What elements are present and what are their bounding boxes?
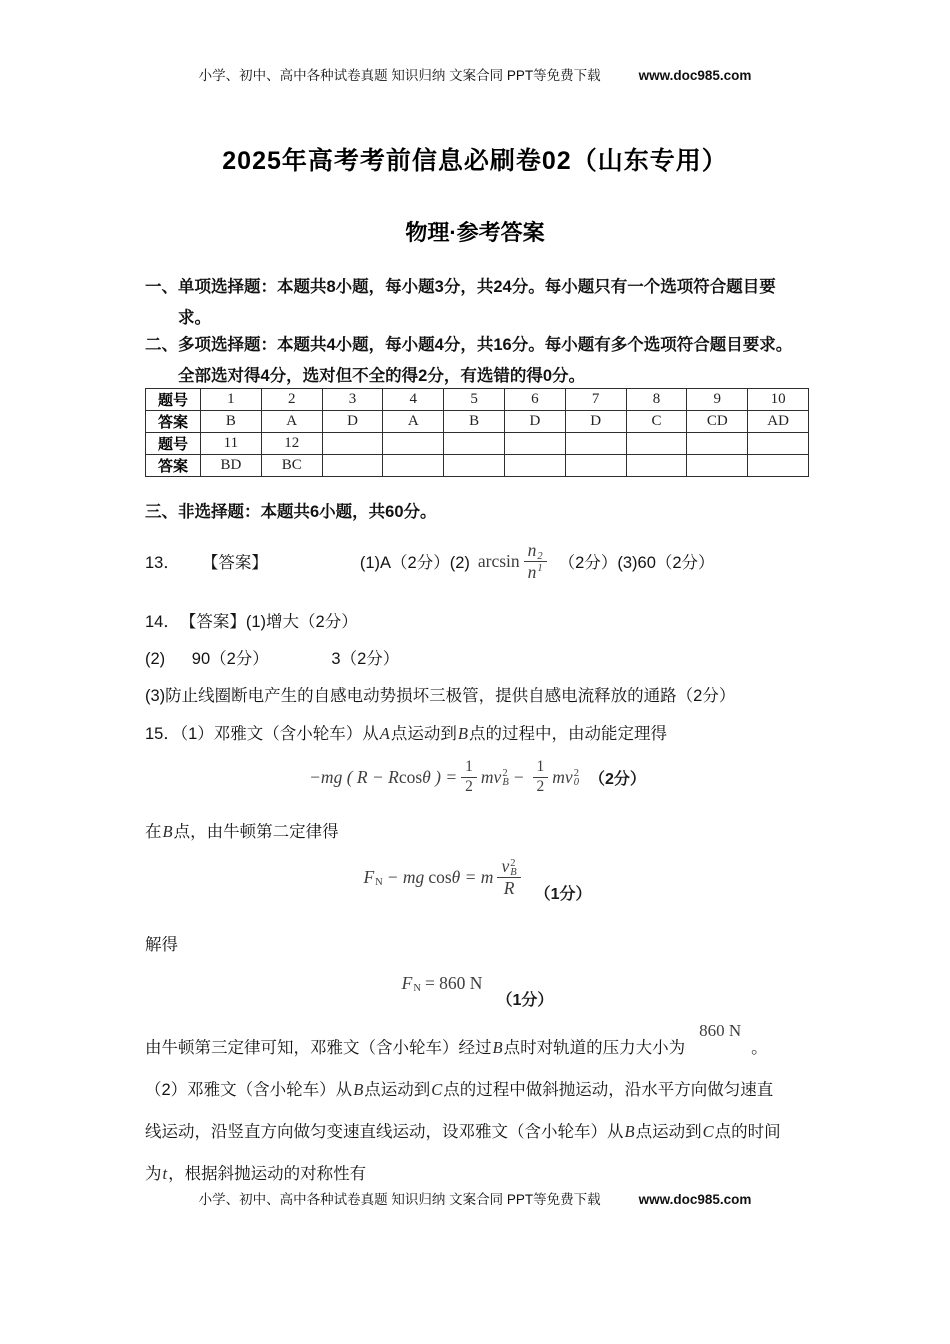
- answer-cell: [687, 433, 748, 455]
- arcsin-function: arcsin: [477, 550, 520, 571]
- answer-cell: [383, 455, 444, 477]
- q15-part1-text: [145, 722, 845, 746]
- q13-part2: （2分）(3)60（2分）: [558, 554, 715, 572]
- answer-cell: [444, 455, 505, 477]
- text-run: 点运动到: [390, 725, 457, 743]
- site-notice: 小学、初中、高中各种试卷真题 知识归纳 文案合同 PPT等免费下载: [198, 1192, 601, 1207]
- answer-cell: AD: [748, 411, 809, 433]
- answer-cell: D: [565, 411, 626, 433]
- answer-cell: 10: [748, 389, 809, 411]
- math-var: C: [702, 1122, 714, 1141]
- section-non-choice: 三、非选择题：本题共6小题，共60分。: [145, 503, 437, 521]
- score-badge: （1分）: [534, 885, 592, 903]
- text-run: 在: [145, 823, 162, 841]
- q15-newton3-conclusion: [145, 1021, 845, 1060]
- numerator-var: n: [527, 540, 537, 561]
- q14-part2-label: (2): [145, 650, 166, 668]
- site-header: [0, 64, 950, 84]
- section-single-choice: [145, 272, 835, 334]
- score-badge: （1分）: [496, 991, 554, 1009]
- answer-cell: 8: [626, 389, 687, 411]
- answer-cell: 9: [687, 389, 748, 411]
- answer-cell: 1: [201, 389, 262, 411]
- answer-cell: D: [322, 411, 383, 433]
- fraction-one-half: $\frac{1}{2}$: [533, 759, 549, 795]
- term-mv: mv: [552, 766, 573, 787]
- force-symbol: F: [363, 866, 375, 887]
- q15-work-energy-formula: [145, 748, 810, 806]
- answer-cell: BC: [261, 455, 322, 477]
- q15-newton2-formula: [145, 845, 810, 909]
- denominator-subscript: 1: [537, 562, 543, 574]
- section-multi-choice: [145, 330, 835, 392]
- site-url-link[interactable]: www.doc985.com: [638, 1192, 752, 1207]
- q14-part2-value1: 90（2分）: [191, 650, 269, 668]
- term: θ ) =: [422, 766, 458, 787]
- math-var: B: [624, 1122, 635, 1141]
- sup-sub-0: 2 0: [573, 768, 579, 788]
- answer-cell: A: [261, 411, 322, 433]
- radius-var: R: [503, 877, 515, 898]
- table-row: [146, 433, 809, 455]
- answer-cell: 7: [565, 389, 626, 411]
- force-symbol: F: [401, 972, 413, 993]
- answer-cell: [565, 433, 626, 455]
- fraction-n2-over-n1: [524, 541, 547, 581]
- fraction-vB2-over-R: [497, 857, 520, 897]
- answer-cell: B: [444, 411, 505, 433]
- term: − mg: [386, 866, 425, 887]
- section-two-line1: 二、多项选择题：本题共4小题，每小题4分，共16分。每小题有多个选项符合题目要求。: [145, 336, 793, 354]
- q14-line3: (3)防止线圈断电产生的自感电动势损坏三极管，提供自感电流释放的通路（2分）: [145, 687, 736, 705]
- q15-newton2-intro: [145, 820, 845, 844]
- sup-sub-B: 2 B: [502, 768, 509, 788]
- q14-part2-value2: 3（2分）: [331, 650, 400, 668]
- answer-cell: [565, 455, 626, 477]
- answer-cell: 4: [383, 389, 444, 411]
- text-run: 由牛顿第三定律可知，邓雅文（含小轮车）经过: [145, 1039, 492, 1057]
- math-var: t: [162, 1164, 168, 1183]
- subscript-N: N: [413, 983, 421, 994]
- row-label-cell: 题号: [146, 433, 201, 455]
- math-var: A: [379, 724, 390, 743]
- section-one-line1: 一、单项选择题：本题共8小题，每小题3分，共24分。每小题只有一个选项符合题目要: [145, 278, 776, 296]
- site-url-link[interactable]: www.doc985.com: [638, 68, 752, 83]
- answer-cell: [444, 433, 505, 455]
- answer-cell: [748, 433, 809, 455]
- answer-cell: 6: [504, 389, 565, 411]
- answer-cell: B: [201, 411, 262, 433]
- math-var: B: [457, 724, 468, 743]
- denominator-var: n: [527, 561, 537, 582]
- math-var: B: [492, 1038, 503, 1057]
- answer-cell: A: [383, 411, 444, 433]
- text-run: 。: [751, 1039, 768, 1057]
- q14-line2: [145, 647, 845, 671]
- q15-result-formula: [145, 960, 810, 1009]
- answer-cell: C: [626, 411, 687, 433]
- term: −mg ( R − R: [309, 766, 399, 787]
- answer-cell: [687, 455, 748, 477]
- text-run: 为: [145, 1165, 162, 1183]
- text-run: 点的过程中做斜抛运动，沿水平方向做匀速直: [443, 1081, 774, 1099]
- math-var: B: [353, 1080, 364, 1099]
- q13-answer-line: [145, 533, 845, 589]
- numerator-subscript: 2: [537, 550, 543, 562]
- text-run: 15．（1）邓雅文（含小轮车）从: [145, 725, 379, 743]
- answer-cell: 2: [261, 389, 322, 411]
- subscript-N: N: [375, 877, 383, 888]
- text-run: （2）邓雅文（含小轮车）从: [145, 1081, 353, 1099]
- math-var: B: [162, 822, 173, 841]
- text-run: 点的过程中，由动能定理得: [468, 725, 667, 743]
- row-label-cell: 答案: [146, 455, 201, 477]
- table-row: [146, 389, 809, 411]
- answer-cell: 11: [201, 433, 262, 455]
- answer-cell: [504, 433, 565, 455]
- answer-table: [145, 388, 809, 477]
- cos-function: cos: [398, 766, 423, 787]
- velocity-var: v: [501, 856, 510, 877]
- result-value: = 860 N: [424, 972, 483, 993]
- row-label-cell: 题号: [146, 389, 201, 411]
- answer-cell: [626, 455, 687, 477]
- q15-solve-text: 解得: [145, 936, 178, 954]
- section-one-line2: 求。: [178, 309, 211, 327]
- term: θ = m: [451, 866, 494, 887]
- text-run: 点运动到: [635, 1123, 702, 1141]
- q15-part2-line3: [145, 1162, 845, 1186]
- answer-cell: [626, 433, 687, 455]
- answer-cell: D: [504, 411, 565, 433]
- page-subtitle: 物理·参考答案: [405, 220, 545, 245]
- answer-cell: [322, 433, 383, 455]
- q13-arcsin-formula: [478, 541, 551, 581]
- score-badge: （2分）: [588, 770, 646, 788]
- text-run: 点的时间: [714, 1123, 781, 1141]
- q13-answer-label: 【答案】: [201, 554, 268, 572]
- section-two-line2: 全部选对得4分，选对但不全的得2分，有选错的得0分。: [178, 367, 586, 385]
- text-run: ，根据斜抛运动的对称性有: [168, 1165, 367, 1183]
- term-mv: mv: [480, 766, 502, 787]
- answer-cell: [504, 455, 565, 477]
- q15-part2-line1: [145, 1078, 845, 1102]
- answer-cell: [383, 433, 444, 455]
- answer-cell: CD: [687, 411, 748, 433]
- table-row: [146, 411, 809, 433]
- math-var: C: [431, 1080, 443, 1099]
- answer-cell: 5: [444, 389, 505, 411]
- row-label-cell: 答案: [146, 411, 201, 433]
- equation: [309, 759, 579, 795]
- q13-part1: (1)A（2分）(2): [359, 554, 470, 572]
- answer-cell: BD: [201, 455, 262, 477]
- answer-cell: [322, 455, 383, 477]
- text-run: 点时对轨道的压力大小为: [503, 1039, 686, 1057]
- q14-line1: 14． 【答案】(1)增大（2分）: [145, 613, 358, 631]
- fraction-one-half: $\frac{1}{2}$: [461, 759, 477, 795]
- equation: [402, 973, 487, 994]
- answer-cell: 3: [322, 389, 383, 411]
- sup-sub-B: 2 B: [510, 857, 517, 878]
- site-notice: 小学、初中、高中各种试卷真题 知识归纳 文案合同 PPT等免费下载: [198, 68, 601, 83]
- page-title: 2025年高考考前信息必刷卷02（山东专用）: [222, 147, 728, 175]
- q15-part2-line2: [145, 1120, 845, 1144]
- equation: [363, 857, 524, 897]
- text-run: 点运动到: [364, 1081, 431, 1099]
- table-row: [146, 455, 809, 477]
- cos-function: cos: [428, 866, 452, 887]
- answer-cell: 12: [261, 433, 322, 455]
- raised-value: 860 N: [699, 1021, 742, 1040]
- q13-number: 13．: [145, 554, 180, 572]
- text-run: 点，由牛顿第二定律得: [173, 823, 339, 841]
- text-run: 线运动，沿竖直方向做匀变速直线运动，设邓雅文（含小轮车）从: [145, 1123, 624, 1141]
- answer-cell: [748, 455, 809, 477]
- site-footer: [0, 1188, 950, 1208]
- minus-sign: −: [512, 766, 525, 787]
